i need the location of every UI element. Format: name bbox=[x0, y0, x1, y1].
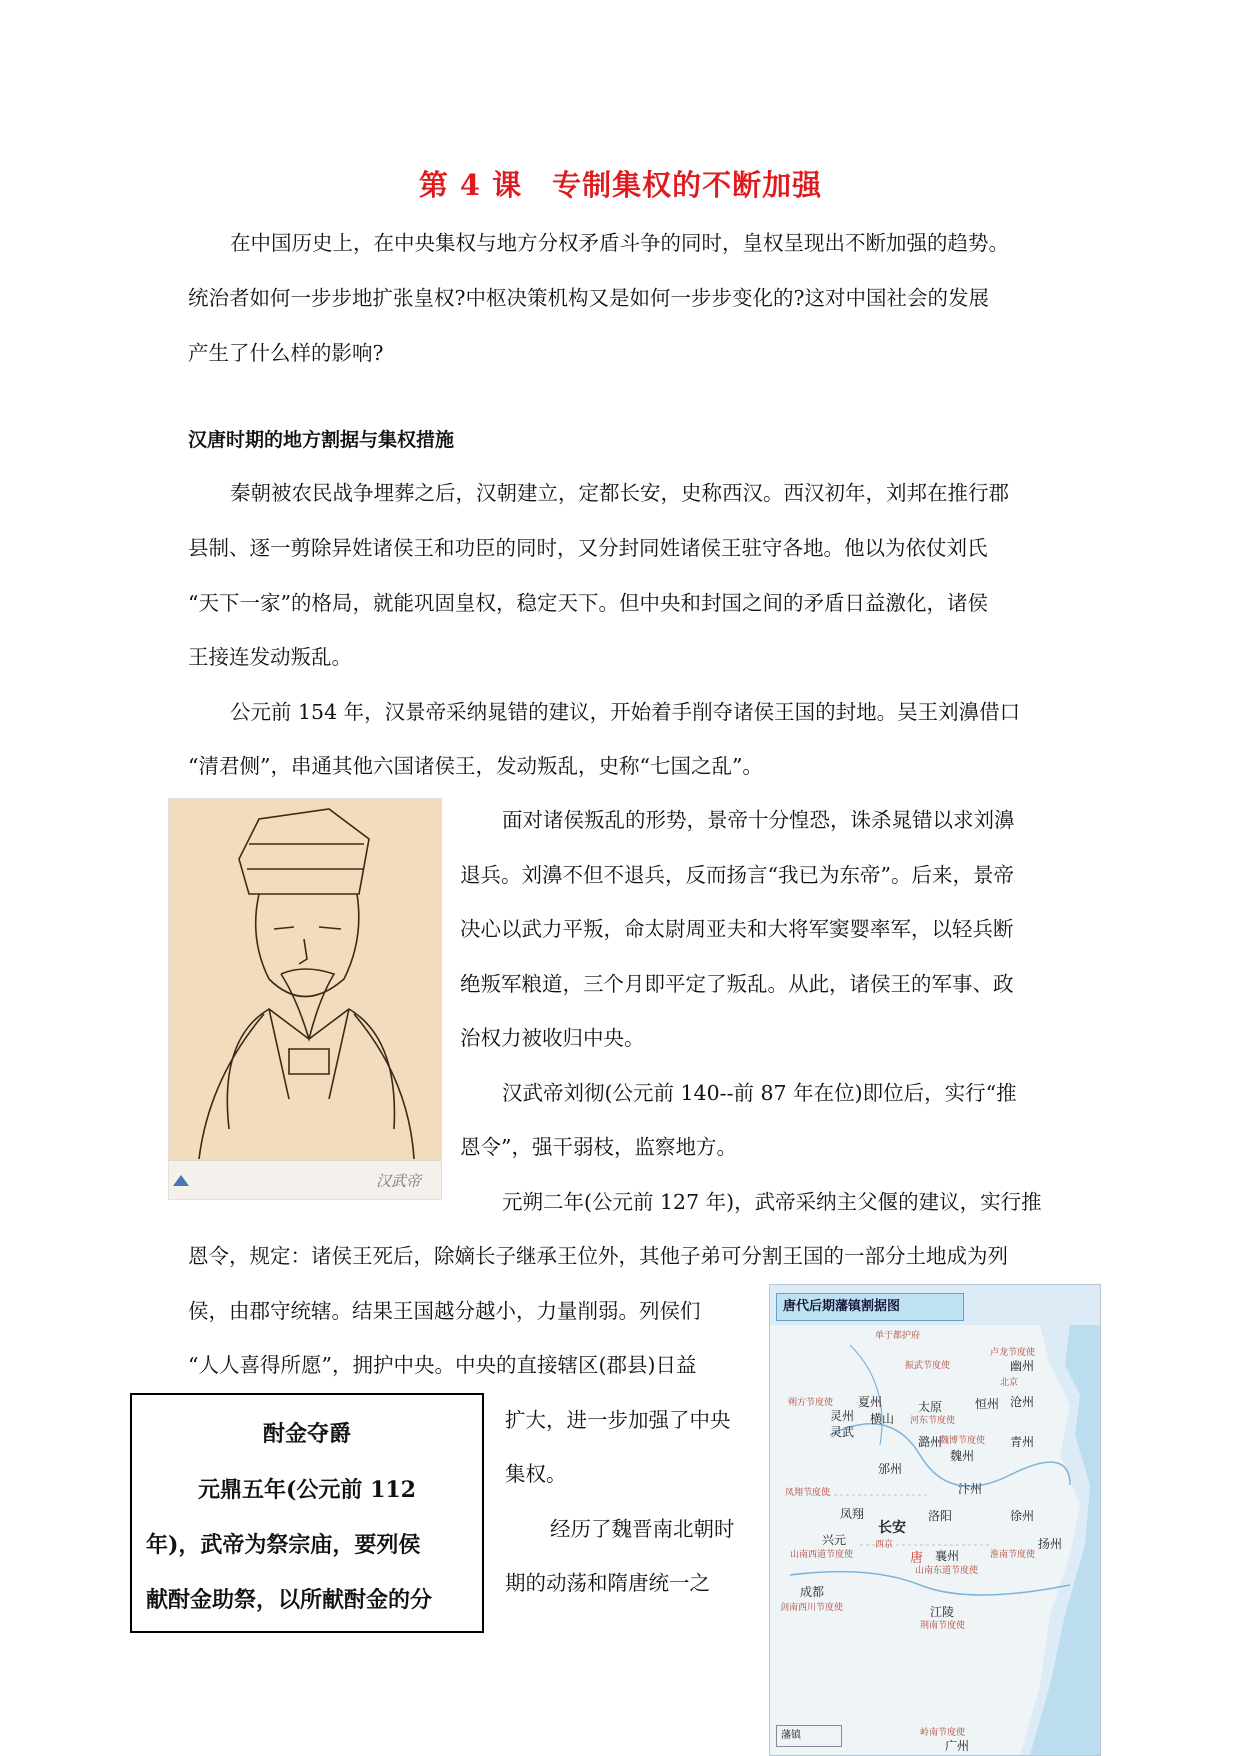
portrait-caption: 汉武帝 bbox=[375, 1172, 421, 1190]
box-line-1: 元鼎五年(公元前 112 bbox=[198, 1477, 416, 1503]
portrait-caption-bar bbox=[169, 1160, 441, 1199]
para3-line-3: 决心以武力平叛，命太尉周亚夫和大将军窦婴率军，以轻兵断 bbox=[460, 917, 1014, 941]
map-place: 岭南节度使 bbox=[920, 1728, 966, 1738]
map-place: 太原 bbox=[918, 1400, 943, 1414]
para1-line-3: “天下一家”的格局，就能巩固皇权，稳定天下。但中央和封国之间的矛盾日益激化，诸侯 bbox=[188, 591, 988, 615]
map-figure bbox=[769, 1284, 1101, 1756]
map-place: 潞州 bbox=[918, 1435, 943, 1449]
map-place: 河东节度使 bbox=[910, 1416, 956, 1426]
map-place: 沧州 bbox=[1010, 1395, 1035, 1409]
map-place: 襄州 bbox=[935, 1549, 960, 1563]
map-place: 幽州 bbox=[1010, 1359, 1035, 1373]
para5-line-5: 扩大，进一步加强了中央 bbox=[505, 1408, 731, 1432]
para2-line-2: “清君侧”，串通其他六国诸侯王，发动叛乱，史称“七国之乱”。 bbox=[188, 754, 763, 778]
map-place: 剑南西川节度使 bbox=[780, 1603, 844, 1613]
map-place: 江陵 bbox=[930, 1605, 955, 1619]
map-place: 汴州 bbox=[958, 1482, 983, 1496]
page-title: 第 4 课 专制集权的不断加强 bbox=[418, 168, 823, 202]
para4-line-2: 恩令”，强干弱枝，监察地方。 bbox=[460, 1135, 737, 1159]
map-place: 邠州 bbox=[878, 1462, 903, 1476]
map-place: 朔方节度使 bbox=[788, 1398, 834, 1408]
map-place: 横山 bbox=[870, 1412, 895, 1426]
map-place: 凤翔节度使 bbox=[785, 1488, 831, 1498]
map-place: 淮南节度使 bbox=[990, 1550, 1036, 1560]
map-place: 北京 bbox=[1000, 1378, 1019, 1388]
map-place: 洛阳 bbox=[928, 1509, 953, 1523]
map-place: 魏博节度使 bbox=[940, 1436, 986, 1446]
para3-line-2: 退兵。刘濞不但不退兵，反而扬言“我已为东帝”。后来，景帝 bbox=[460, 863, 1014, 887]
para5-line-2: 恩令，规定：诸侯王死后，除嫡长子继承王位外，其他子弟可分割王国的一部分土地成为列 bbox=[188, 1244, 1008, 1268]
map-title: 唐代后期藩镇割据图 bbox=[776, 1293, 964, 1321]
para6-line-1: 经历了魏晋南北朝时 bbox=[550, 1517, 735, 1541]
map-place: 凤翔 bbox=[840, 1507, 865, 1521]
map-place: 振武节度使 bbox=[905, 1361, 951, 1371]
map-place: 西京 bbox=[875, 1540, 894, 1550]
map-place: 恒州 bbox=[975, 1397, 1000, 1411]
map-place: 魏州 bbox=[950, 1449, 975, 1463]
intro-line-2: 统治者如何一步步地扩张皇权?中枢决策机构又是如何一步步变化的?这对中国社会的发展 bbox=[188, 286, 989, 310]
map-place: 单于都护府 bbox=[875, 1331, 921, 1341]
para1-line-2: 县制、逐一剪除异姓诸侯王和功臣的同时，又分封同姓诸侯王驻守各地。他以为依仗刘氏 bbox=[188, 536, 988, 560]
map-place: 唐 bbox=[910, 1551, 924, 1566]
map-place: 山南东道节度使 bbox=[915, 1566, 979, 1576]
map-place: 长安 bbox=[878, 1520, 906, 1536]
map-place: 卢龙节度使 bbox=[990, 1348, 1036, 1358]
para4-line-1: 汉武帝刘彻(公元前 140--前 87 年在位)即位后，实行“推 bbox=[502, 1081, 1017, 1105]
map-place: 灵武 bbox=[830, 1425, 855, 1439]
para5-line-4: “人人喜得所愿”，拥护中央。中央的直接辖区(郡县)日益 bbox=[188, 1353, 697, 1377]
map-place: 青州 bbox=[1010, 1435, 1035, 1449]
map-place: 灵州 bbox=[830, 1409, 855, 1423]
map-place: 徐州 bbox=[1010, 1509, 1035, 1523]
para1-line-4: 王接连发动叛乱。 bbox=[188, 645, 352, 669]
para5-line-1: 元朔二年(公元前 127 年)，武帝采纳主父偃的建议，实行推 bbox=[502, 1190, 1042, 1214]
para1-line-1: 秦朝被农民战争埋葬之后，汉朝建立，定都长安，史称西汉。西汉初年，刘邦在推行郡 bbox=[230, 481, 1009, 505]
portrait-image bbox=[168, 798, 442, 1200]
map-place: 荆南节度使 bbox=[920, 1621, 966, 1631]
para3-line-1: 面对诸侯叛乱的形势，景帝十分惶恐，诛杀晁错以求刘濞 bbox=[502, 808, 1015, 832]
para3-line-4: 绝叛军粮道，三个月即平定了叛乱。从此，诸侯王的军事、政 bbox=[460, 972, 1014, 996]
box-line-2: 年)，武帝为祭宗庙，要列侯 bbox=[146, 1532, 421, 1558]
para2-line-1: 公元前 154 年，汉景帝采纳晁错的建议，开始着手削夺诸侯王国的封地。吴王刘濞借口 bbox=[230, 700, 1021, 724]
map-place: 兴元 bbox=[822, 1533, 847, 1547]
intro-line-1: 在中国历史上，在中央集权与地方分权矛盾斗争的同时，皇权呈现出不断加强的趋势。 bbox=[230, 231, 1009, 255]
para5-line-3: 侯，由郡守统辖。结果王国越分越小，力量削弱。列侯们 bbox=[188, 1299, 701, 1323]
section-heading: 汉唐时期的地方割据与集权措施 bbox=[188, 429, 455, 451]
map-legend: 藩镇 bbox=[776, 1725, 842, 1747]
map-place: 广州 bbox=[945, 1739, 970, 1753]
map-place: 扬州 bbox=[1038, 1537, 1063, 1551]
intro-line-3: 产生了什么样的影响? bbox=[188, 341, 384, 365]
box-line-3: 献酎金助祭，以所献酎金的分 bbox=[146, 1587, 433, 1613]
triangle-icon bbox=[173, 1175, 189, 1186]
map-place: 山南西道节度使 bbox=[790, 1550, 854, 1560]
para5-line-6: 集权。 bbox=[505, 1462, 567, 1486]
emperor-portrait-drawing bbox=[169, 799, 441, 1161]
para3-line-5: 治权力被收归中央。 bbox=[460, 1026, 645, 1050]
para6-line-2: 期的动荡和隋唐统一之 bbox=[505, 1571, 710, 1595]
map-place: 成都 bbox=[800, 1585, 825, 1599]
map-place: 夏州 bbox=[858, 1395, 883, 1409]
sidebar-box bbox=[130, 1393, 484, 1633]
box-title: 酎金夺爵 bbox=[262, 1421, 351, 1447]
